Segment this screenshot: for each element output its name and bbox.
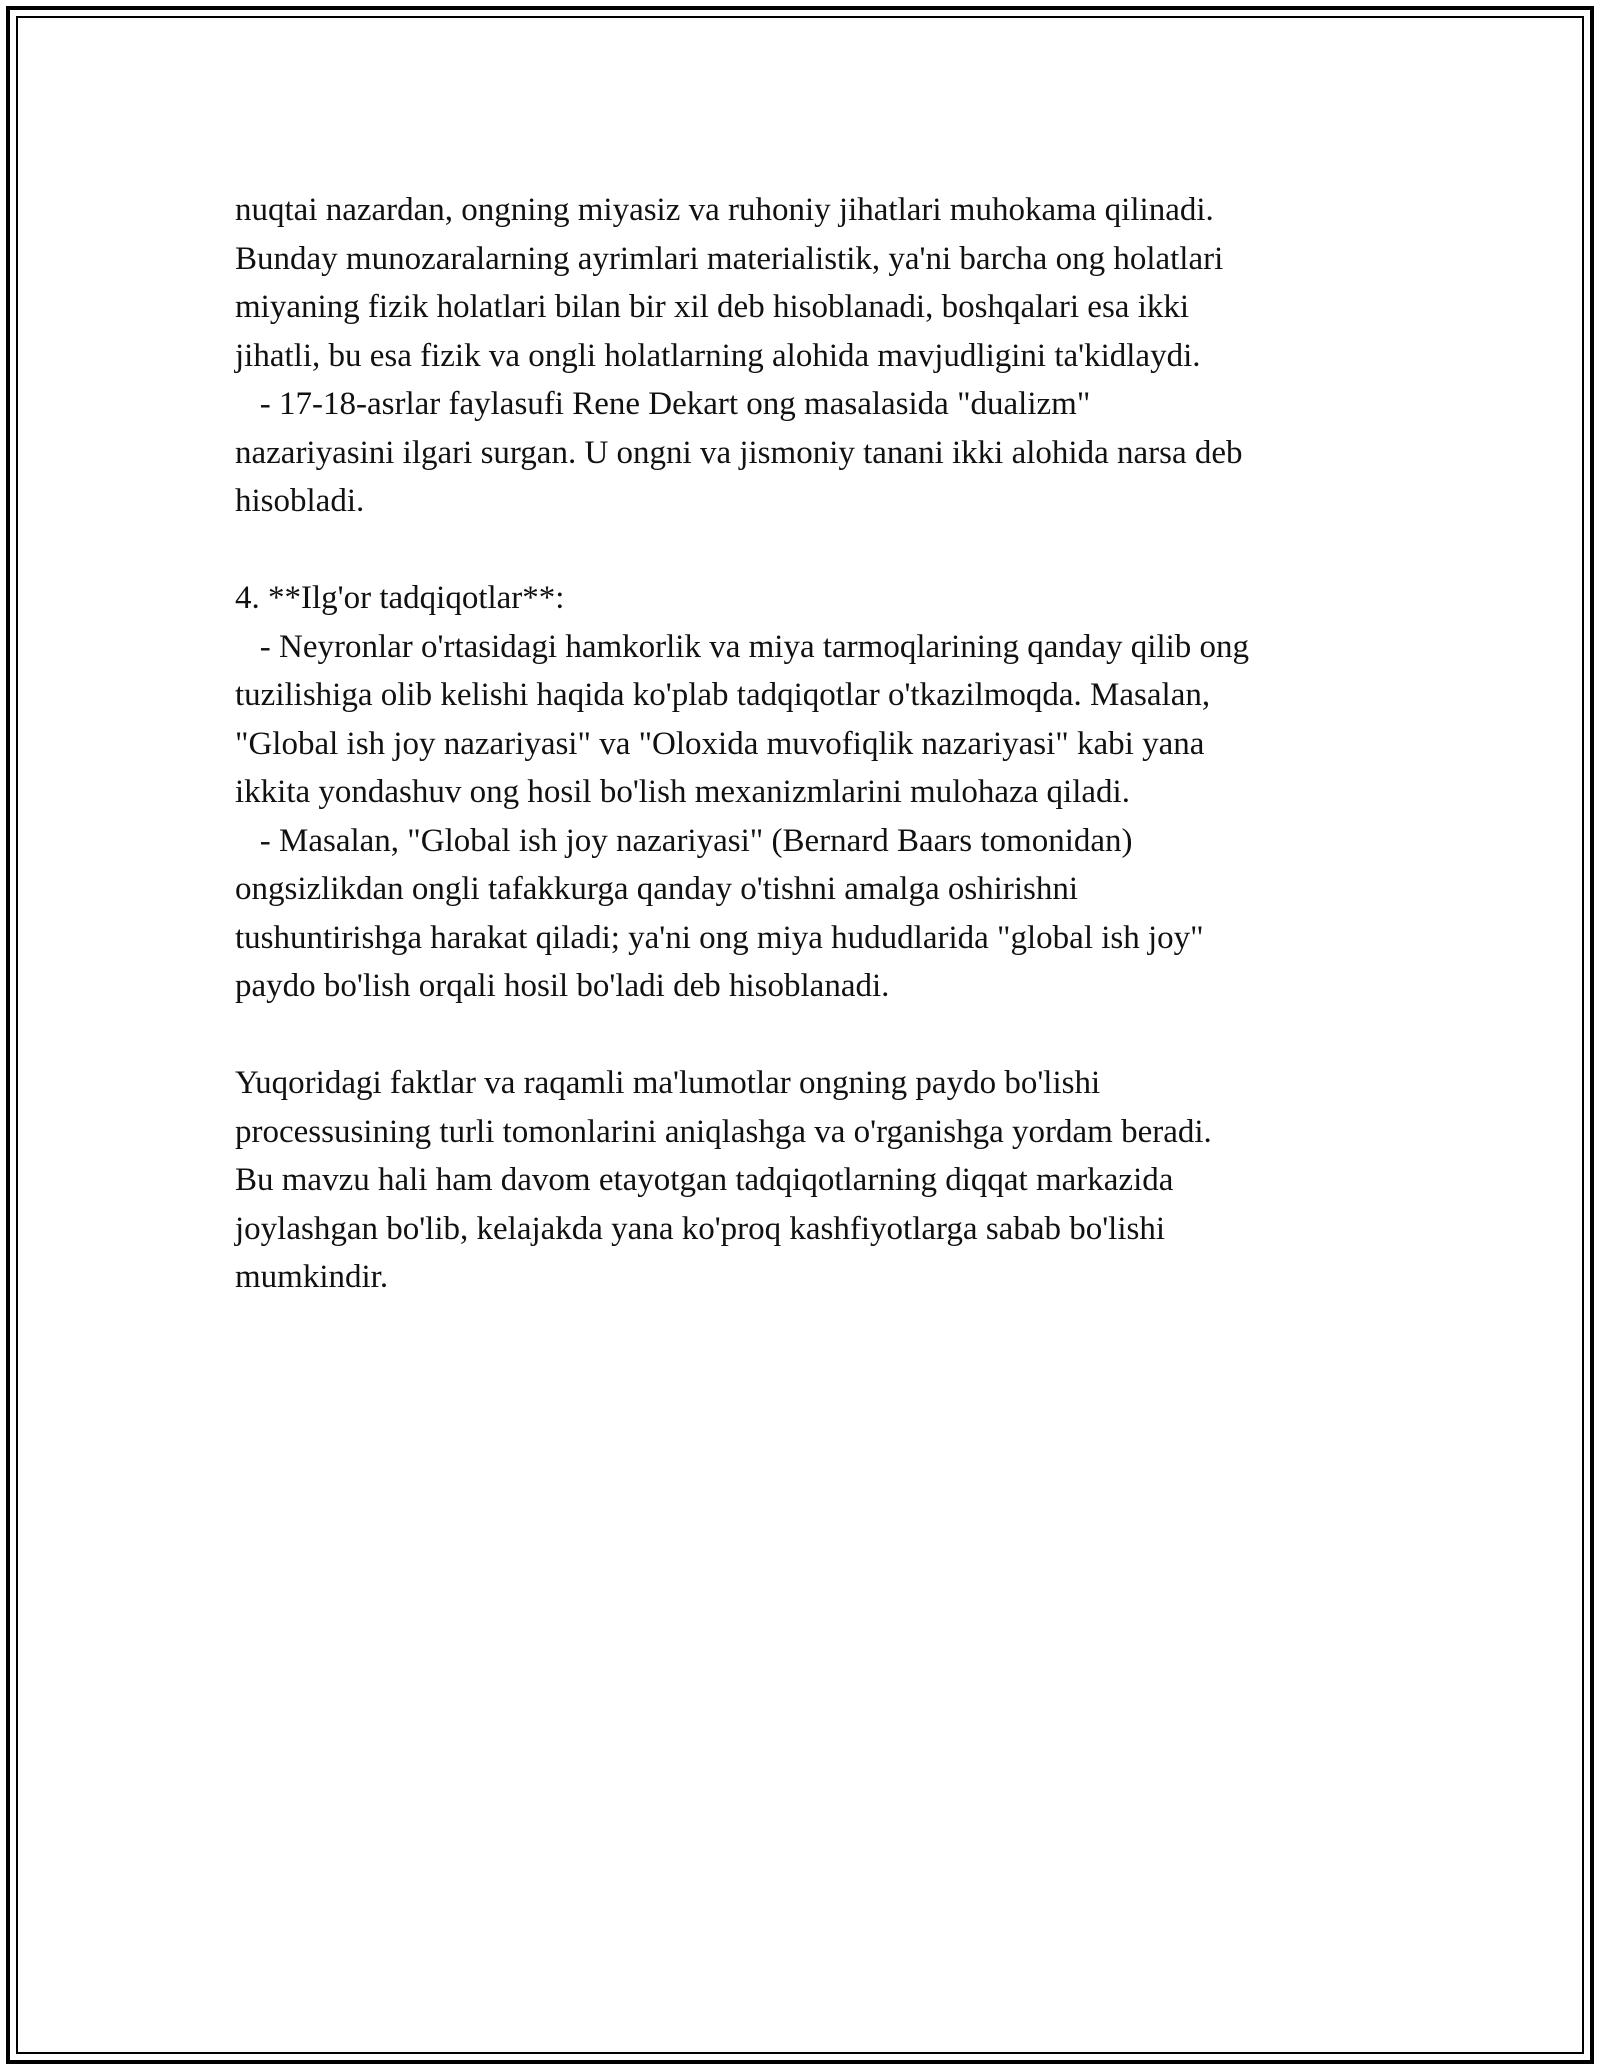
text-line: - 17-18-asrlar faylasufi Rene Dekart ong masalasida "dualizm" [235,386,1091,422]
text-line: paydo bo'lish orqali hosil bo'ladi deb hisoblanadi. [235,968,890,1004]
section-3-tail [235,186,1415,526]
section-4 [235,574,1415,1011]
text-line: - Masalan, "Global ish joy nazariyasi" (Bernard Baars tomonidan) [235,822,1133,859]
text-line: mumkindir. [235,1259,389,1295]
text-line: tuzilishiga olib kelishi haqida ko'plab tadqiqotlar o'tkazilmoqda. Masalan, [235,677,1211,713]
document-body [235,186,1415,1302]
text-line: "Global ish joy nazariyasi" va "Oloxida muvofiqlik nazariyasi" kabi yana [235,725,1205,762]
text-line: - Neyronlar o'rtasidagi hamkorlik va miya tarmoqlarining qanday qilib ong [235,628,1250,665]
text-line: Yuqoridagi faktlar va raqamli ma'lumotlar ongning paydo bo'lishi [235,1065,1101,1101]
text-line: processusining turli tomonlarini aniqlashga va o'rganishga yordam beradi. [235,1113,1212,1150]
text-line: nuqtai nazardan, ongning miyasiz va ruhoniy jihatlari muhokama qilinadi. [235,192,1214,228]
text-line: jihatli, bu esa fizik va ongli holatlarning alohida mavjudligini ta'kidlaydi. [235,337,1201,374]
text-line: joylashgan bo'lib, kelajakda yana ko'proq kashfiyotlarga sabab bo'lishi [235,1210,1166,1247]
paragraph-spacer [235,1011,1415,1060]
conclusion-paragraph [235,1059,1415,1302]
text-line: nazariyasini ilgari surgan. U ongni va jismoniy tanani ikki alohida narsa deb [235,434,1243,471]
paragraph-spacer [235,526,1415,575]
text-line: Bunday munozaralarning ayrimlari materialistik, ya'ni barcha ong holatlari [235,240,1224,277]
text-line: hisobladi. [235,483,365,519]
text-line: ikkita yondashuv ong hosil bo'lish mexanizmlarini mulohaza qiladi. [235,774,1130,810]
text-line: miyaning fizik holatlari bilan bir xil deb hisoblanadi, boshqalari esa ikki [235,289,1190,325]
section-heading: 4. **Ilg'or tadqiqotlar**: [235,580,565,616]
text-line: ongsizlikdan ongli tafakkurga qanday o'tishni amalga oshirishni [235,871,1079,907]
text-line: Bu mavzu hali ham davom etayotgan tadqiqotlarning diqqat markazida [235,1162,1174,1198]
text-line: tushuntirishga harakat qiladi; ya'ni ong miya hududlarida "global ish joy" [235,919,1204,956]
